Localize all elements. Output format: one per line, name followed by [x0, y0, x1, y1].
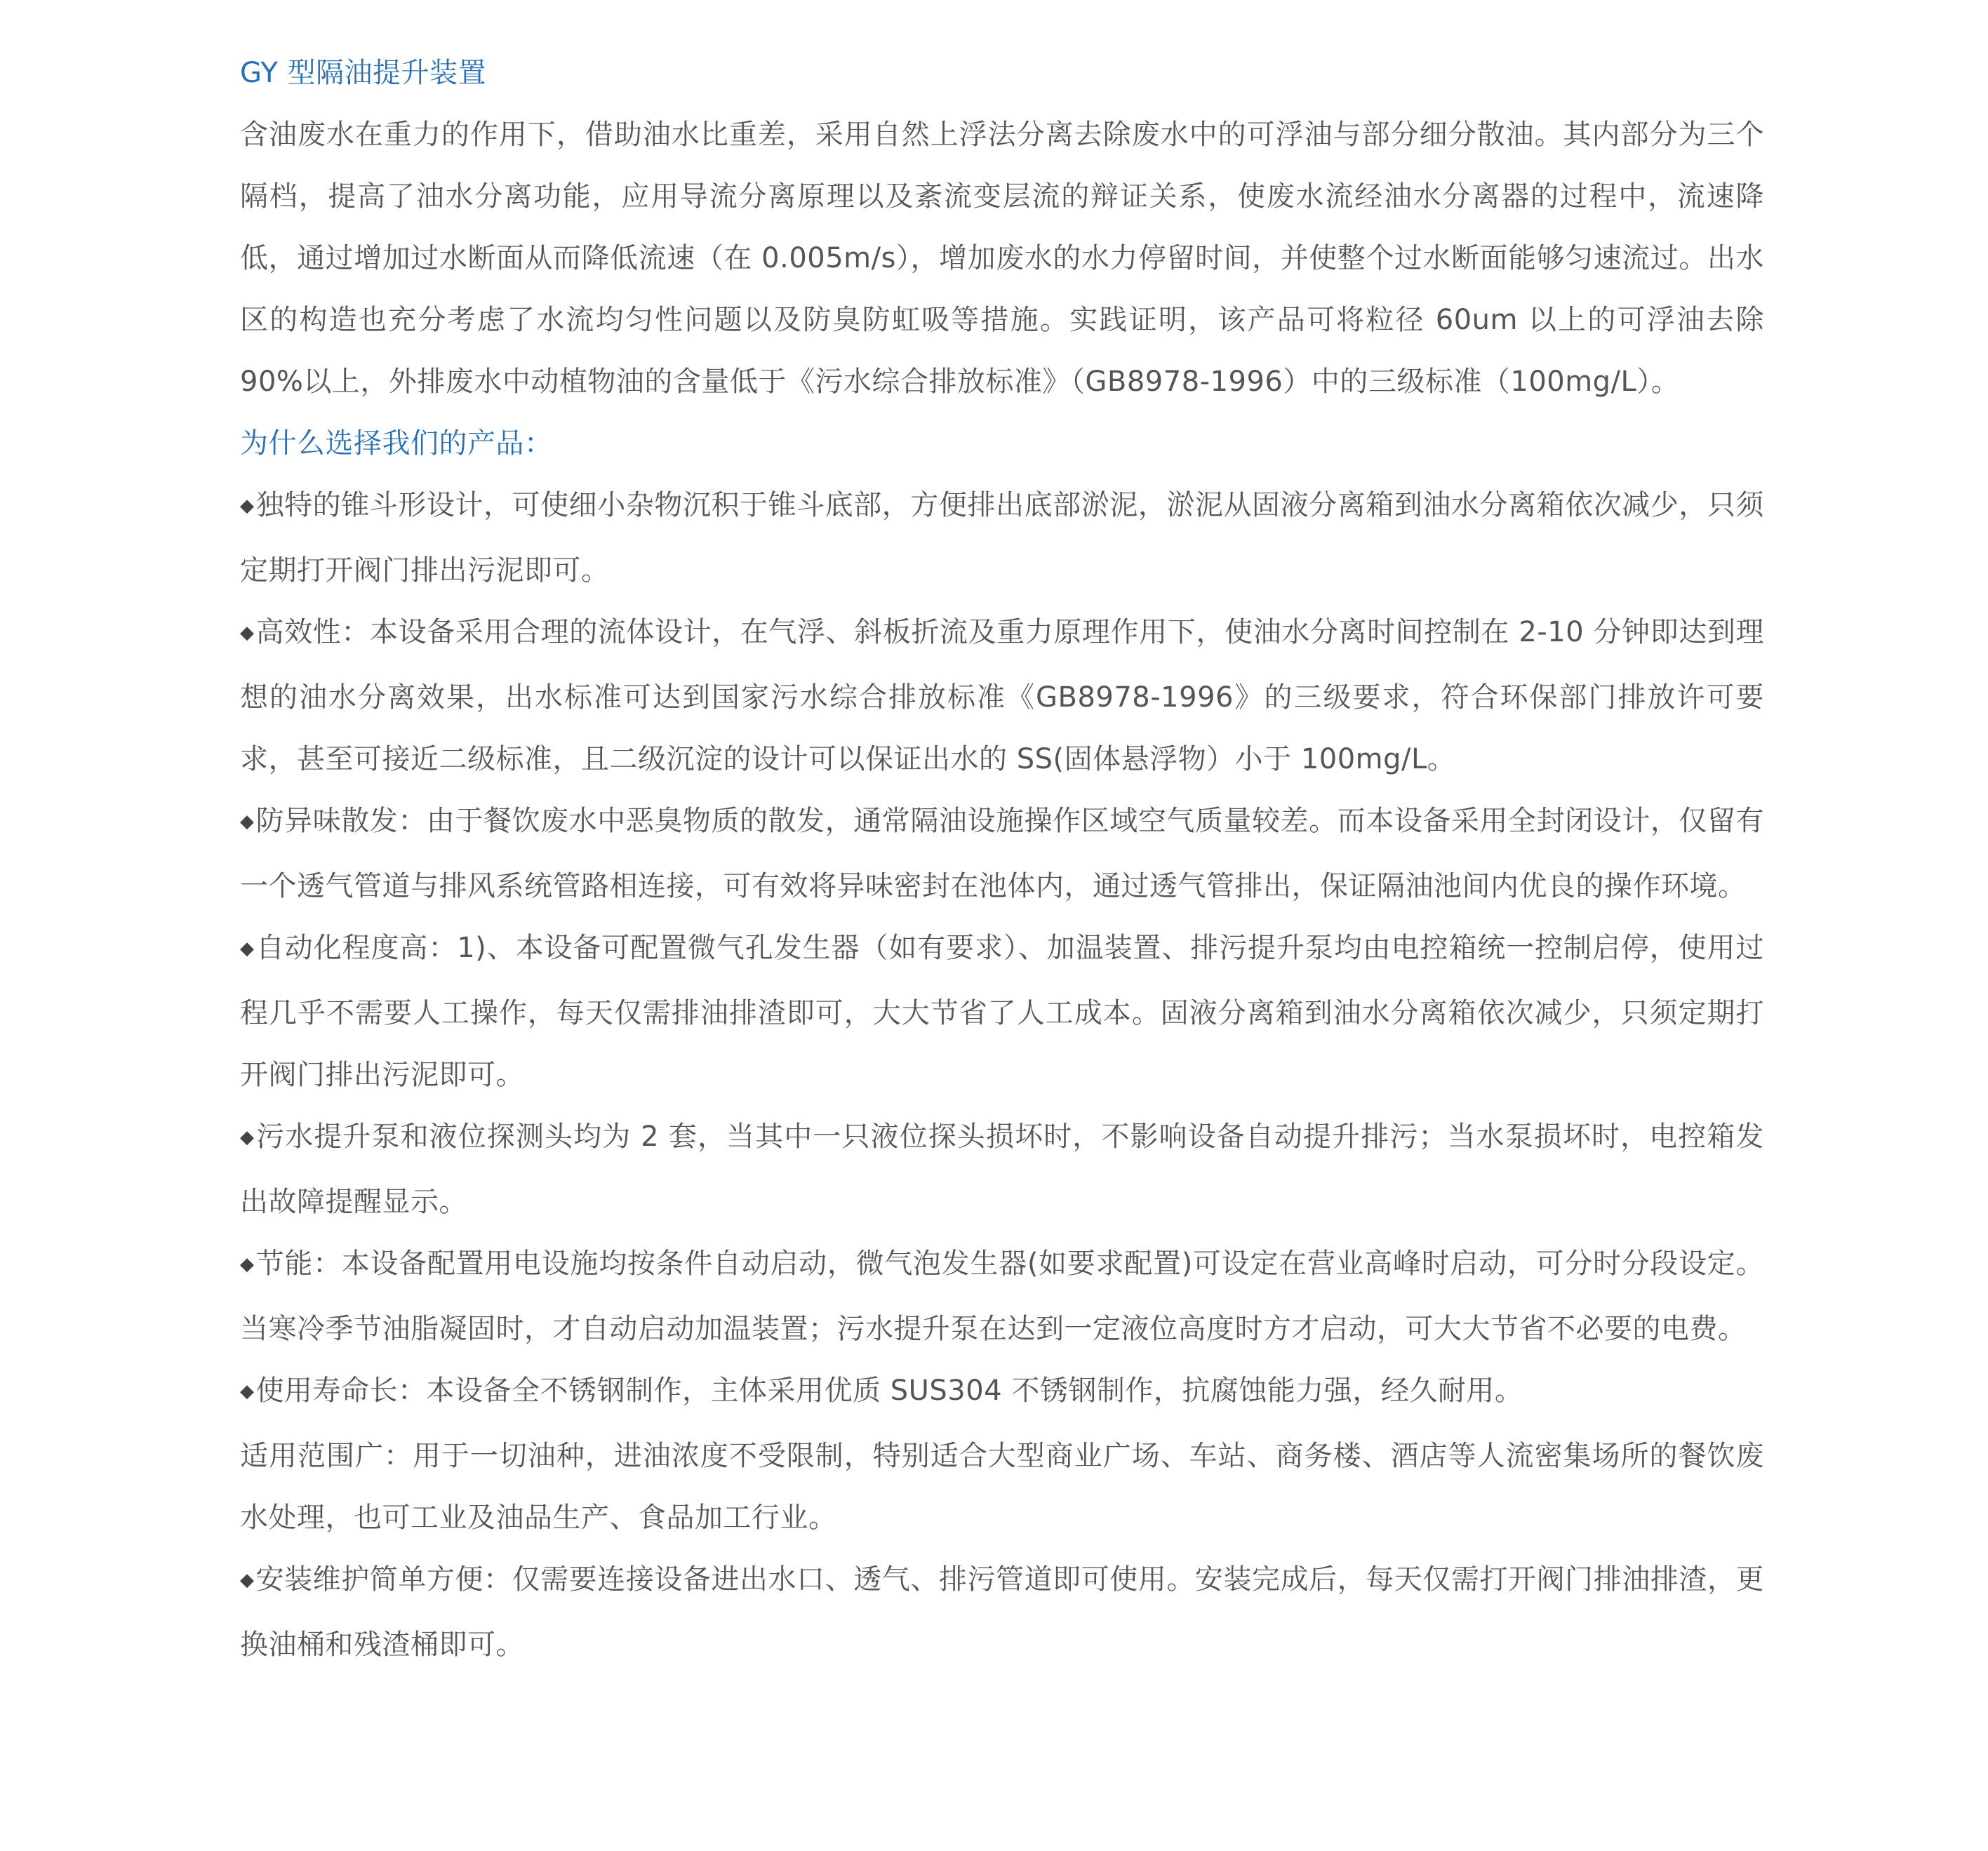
diamond-bullet-icon: ◆ [240, 1570, 255, 1591]
feature-text: 使用寿命长：本设备全不锈钢制作，主体采用优质 SUS304 不锈钢制作，抗腐蚀能力强，经久耐用。 [255, 1375, 1523, 1407]
feature-item [240, 601, 1764, 790]
diamond-bullet-icon: ◆ [240, 811, 255, 832]
feature-text: 节能：本设备配置用电设施均按条件自动启动，微气泡发生器(如要求配置)可设定在营业高峰时启动，可分时分段设定。当寒冷季节油脂凝固时，才自动启动加温装置；污水提升泵在达到一定液位高度时方才启动，可大大节省不必要的电费。 [240, 1248, 1765, 1345]
feature-item [240, 1549, 1764, 1676]
diamond-bullet-icon: ◆ [240, 495, 255, 516]
scope-paragraph: 适用范围广：用于一切油种，进油浓度不受限制，特别适合大型商业广场、车站、商务楼、酒店等人流密集场所的餐饮废水处理，也可工业及油品生产、食品加工行业。 [240, 1440, 1764, 1534]
feature-item [240, 1106, 1764, 1233]
feature-text: 防异味散发：由于餐饮废水中恶臭物质的散发，通常隔油设施操作区域空气质量较差。而本设备采用全封闭设计，仅留有一个透气管道与排风系统管路相连接，可有效将异味密封在池体内，通过透气管排出，保证隔油池间内优良的操作环境。 [240, 805, 1765, 902]
article-title: GY 型隔油提升装置 [240, 57, 487, 89]
feature-item [240, 790, 1764, 917]
feature-item [240, 1233, 1764, 1360]
article-body [240, 42, 1764, 1676]
diamond-bullet-icon: ◆ [240, 1127, 255, 1148]
diamond-bullet-icon: ◆ [240, 938, 255, 959]
feature-text: 高效性：本设备采用合理的流体设计，在气浮、斜板折流及重力原理作用下，使油水分离时间控制在 2-10 分钟即达到理想的油水分离效果，出水标准可达到国家污水综合排放标准《GB8978-1996》的三级要求，符合环保部门排放许可要求，甚至可接近二级标准，且二级沉淀的设计可以保证出水的 SS(固体悬浮物）小于 100mg/L。 [240, 616, 1764, 775]
feature-item [240, 917, 1764, 1106]
feature-text: 独特的锥斗形设计，可使细小杂物沉积于锥斗底部，方便排出底部淤泥，淤泥从固液分离箱到油水分离箱依次减少，只须定期打开阀门排出污泥即可。 [240, 489, 1765, 587]
install-text: 安装维护简单方便：仅需要连接设备进出水口、透气、排污管道即可使用。安装完成后，每天仅需打开阀门排油排渣，更换油桶和残渣桶即可。 [240, 1563, 1765, 1661]
feature-text: 自动化程度高：1)、本设备可配置微气孔发生器（如有要求）、加温装置、排污提升泵均由电控箱统一控制启停，使用过程几乎不需要人工操作，每天仅需排油排渣即可，大大节省了人工成本。固液分离箱到油水分离箱依次减少，只须定期打开阀门排出污泥即可。 [240, 932, 1764, 1091]
diamond-bullet-icon: ◆ [240, 1381, 255, 1402]
feature-item [240, 1360, 1764, 1425]
why-choose-heading: 为什么选择我们的产品： [240, 427, 553, 460]
diamond-bullet-icon: ◆ [240, 622, 255, 643]
intro-paragraph: 含油废水在重力的作用下，借助油水比重差，采用自然上浮法分离去除废水中的可浮油与部分细分散油。其内部分为三个隔档，提高了油水分离功能，应用导流分离原理以及紊流变层流的辩证关系，使废水流经油水分离器的过程中，流速降低，通过增加过水断面从而降低流速（在 0.005m/s），增加废水的水力停留时间，并使整个过水断面能够匀速流过。出水区的构造也充分考虑了水流均匀性问题以及防臭防虹吸等措施。实践证明，该产品可将粒径 60um 以上的可浮油去除 90%以上，外排废水中动植物油的含量低于《污水综合排放标准》（GB8978-1996）中的三级标准（100mg/L）。 [240, 119, 1764, 398]
feature-text: 污水提升泵和液位探测头均为 2 套，当其中一只液位探头损坏时，不影响设备自动提升排污；当水泵损坏时，电控箱发出故障提醒显示。 [240, 1121, 1764, 1218]
feature-item [240, 474, 1764, 601]
diamond-bullet-icon: ◆ [240, 1254, 255, 1275]
